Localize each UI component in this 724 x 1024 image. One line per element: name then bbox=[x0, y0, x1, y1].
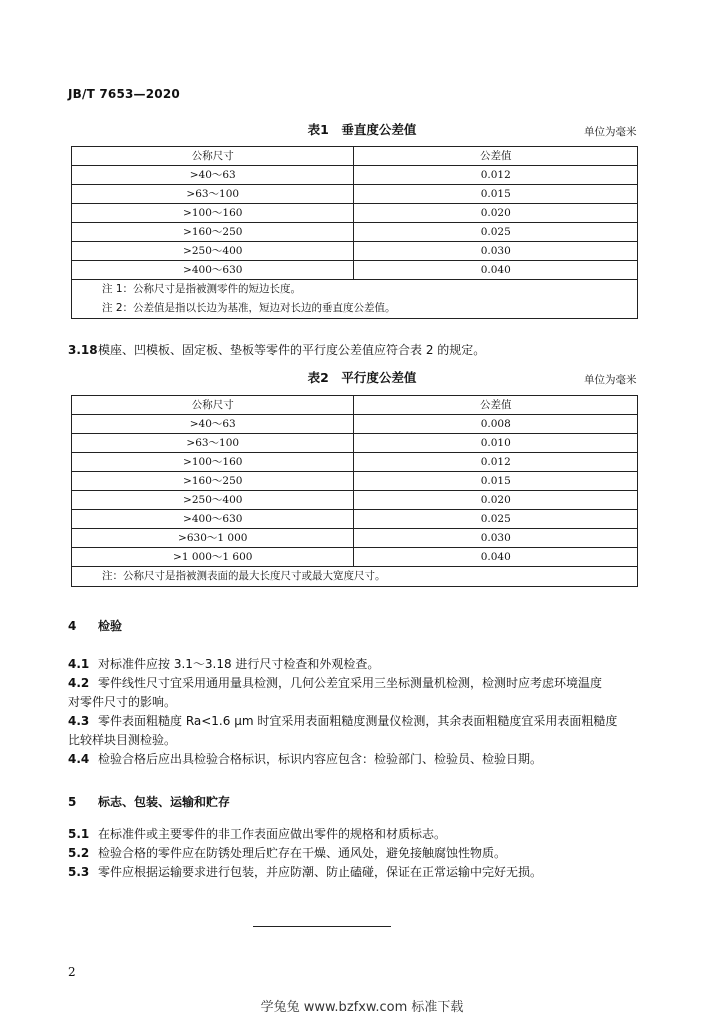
table1-note-row bbox=[72, 299, 638, 319]
table-row bbox=[72, 453, 638, 472]
table1-size: >40～63 bbox=[72, 166, 354, 185]
clause-4-2 bbox=[68, 674, 658, 693]
clause-num: 4.3 bbox=[68, 714, 90, 728]
clause-4-2-cont: 对零件尺寸的影响。 bbox=[68, 695, 177, 709]
clause-3-18-text: 模座、凹模板、固定板、垫板等零件的平行度公差值应符合表 2 的规定。 bbox=[98, 343, 486, 357]
table2-header-row bbox=[72, 396, 638, 415]
table-row bbox=[72, 434, 638, 453]
clause-text: 检验合格后应出具检验合格标识，标识内容应包含：检验部门、检验员、检验日期。 bbox=[98, 752, 543, 766]
table1-col-size: 公称尺寸 bbox=[72, 147, 354, 166]
table1-header-row bbox=[72, 147, 638, 166]
table2-size: >100～160 bbox=[72, 453, 354, 472]
clause-text: 零件应根据运输要求进行包装，并应防潮、防止磕碰，保证在正常运输中完好无损。 bbox=[98, 865, 543, 879]
document-code: JB/T 7653—2020 bbox=[68, 87, 180, 101]
clause-text: 零件表面粗糙度 Ra<1.6 μm 时宜采用表面粗糙度测量仪检测，其余表面粗糙度宜采用表面粗糙度 bbox=[98, 714, 618, 728]
table-row bbox=[72, 415, 638, 434]
table2-size: >250～400 bbox=[72, 491, 354, 510]
page-number: 2 bbox=[68, 965, 76, 979]
table-row bbox=[72, 204, 638, 223]
table2-tol: 0.010 bbox=[354, 434, 638, 453]
table1-tol: 0.040 bbox=[354, 261, 638, 280]
clause-4-3 bbox=[68, 712, 658, 731]
table2-size: >160～250 bbox=[72, 472, 354, 491]
clause-3-18 bbox=[68, 341, 485, 360]
table-row bbox=[72, 166, 638, 185]
table-row bbox=[72, 510, 638, 529]
section-4-body bbox=[68, 655, 658, 769]
table1-tol: 0.030 bbox=[354, 242, 638, 261]
table2-note-row bbox=[72, 567, 638, 587]
table-row bbox=[72, 491, 638, 510]
table2-tol: 0.020 bbox=[354, 491, 638, 510]
clause-num: 4.2 bbox=[68, 676, 90, 690]
section-4-heading bbox=[68, 617, 122, 634]
clause-num: 5.1 bbox=[68, 827, 90, 841]
table-row bbox=[72, 472, 638, 491]
table2-size: >63～100 bbox=[72, 434, 354, 453]
clause-num: 5.2 bbox=[68, 846, 90, 860]
clause-num: 4.1 bbox=[68, 657, 90, 671]
table2-tol: 0.030 bbox=[354, 529, 638, 548]
table2-title: 表2 平行度公差值 bbox=[307, 370, 417, 385]
clause-4-4 bbox=[68, 750, 658, 769]
table1-tol: 0.015 bbox=[354, 185, 638, 204]
table1-note-1: 注 1：公称尺寸是指被测零件的短边长度。 bbox=[72, 280, 638, 300]
section-5-title: 标志、包装、运输和贮存 bbox=[98, 795, 231, 809]
table2-size: >40～63 bbox=[72, 415, 354, 434]
table-row bbox=[72, 261, 638, 280]
section-5-body bbox=[68, 825, 658, 882]
table1-tol: 0.025 bbox=[354, 223, 638, 242]
section-5-heading bbox=[68, 793, 230, 810]
table1-size: >250～400 bbox=[72, 242, 354, 261]
table1-size: >100～160 bbox=[72, 204, 354, 223]
table2-tol: 0.012 bbox=[354, 453, 638, 472]
table2-size: >1 000～1 600 bbox=[72, 548, 354, 567]
table-row bbox=[72, 185, 638, 204]
table1-size: >63～100 bbox=[72, 185, 354, 204]
table-row bbox=[72, 548, 638, 567]
table1-size: >160～250 bbox=[72, 223, 354, 242]
table2-size: >400～630 bbox=[72, 510, 354, 529]
table2 bbox=[71, 395, 638, 587]
table2-tol: 0.040 bbox=[354, 548, 638, 567]
clause-text: 对标准件应按 3.1～3.18 进行尺寸检查和外观检查。 bbox=[98, 657, 380, 671]
clause-5-2 bbox=[68, 844, 658, 863]
table1-note-row bbox=[72, 280, 638, 300]
clause-text: 检验合格的零件应在防锈处理后贮存在干燥、通风处，避免接触腐蚀性物质。 bbox=[98, 846, 507, 860]
table1-size: >400～630 bbox=[72, 261, 354, 280]
table-row bbox=[72, 223, 638, 242]
clause-num: 4.4 bbox=[68, 752, 90, 766]
table2-col-size: 公称尺寸 bbox=[72, 396, 354, 415]
table2-tol: 0.015 bbox=[354, 472, 638, 491]
table2-tol: 0.025 bbox=[354, 510, 638, 529]
clause-4-1 bbox=[68, 655, 658, 674]
section-4-num: 4 bbox=[68, 619, 77, 633]
table1-unit: 单位为毫米 bbox=[584, 126, 637, 138]
table1-note-2: 注 2：公差值是指以长边为基准，短边对长边的垂直度公差值。 bbox=[72, 299, 638, 319]
table1-tol: 0.012 bbox=[354, 166, 638, 185]
table2-size: >630～1 000 bbox=[72, 529, 354, 548]
watermark-text: 学兔兔 www.bzfxw.com 标准下载 bbox=[260, 1000, 464, 1015]
table1-tol: 0.020 bbox=[354, 204, 638, 223]
section-5-num: 5 bbox=[68, 795, 77, 809]
table1-col-tol: 公差值 bbox=[354, 147, 638, 166]
section-4-title: 检验 bbox=[98, 619, 123, 633]
table2-unit: 单位为毫米 bbox=[584, 374, 637, 386]
clause-5-3 bbox=[68, 863, 658, 882]
table2-col-tol: 公差值 bbox=[354, 396, 638, 415]
clause-4-3-cont: 比较样块目测检验。 bbox=[68, 733, 177, 747]
clause-5-1 bbox=[68, 825, 658, 844]
table1-title: 表1 垂直度公差值 bbox=[307, 122, 417, 137]
table-row bbox=[72, 242, 638, 261]
clause-text: 零件线性尺寸宜采用通用量具检测，几何公差宜采用三坐标测量机检测，检测时应考虑环境温度 bbox=[98, 676, 603, 690]
table-row bbox=[72, 529, 638, 548]
table2-note: 注：公称尺寸是指被测表面的最大长度尺寸或最大宽度尺寸。 bbox=[72, 567, 638, 587]
table2-tol: 0.008 bbox=[354, 415, 638, 434]
clause-3-18-num: 3.18 bbox=[68, 343, 98, 357]
clause-num: 5.3 bbox=[68, 865, 90, 879]
end-rule bbox=[253, 926, 391, 927]
clause-text: 在标准件或主要零件的非工作表面应做出零件的规格和材质标志。 bbox=[98, 827, 447, 841]
table1 bbox=[71, 146, 638, 319]
